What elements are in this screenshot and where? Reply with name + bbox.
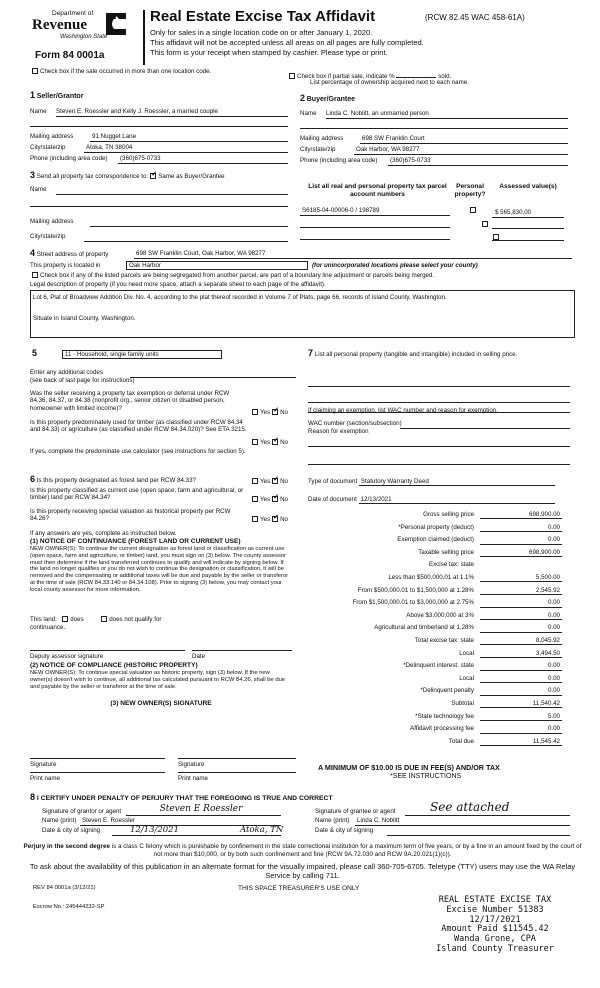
parcel-col-header: List all real and personal property tax parcel account numbers <box>308 183 447 198</box>
partial-sale-label: Check box if partial sale, indicate % <box>297 73 395 80</box>
personal-property-section <box>308 346 573 476</box>
legal-description-2: Situate in Island County, Washington. <box>33 315 136 323</box>
buyer-mail-label: Mailing address <box>300 135 344 142</box>
assessed-col-header: Assessed value(s) <box>499 183 557 190</box>
owner-signature-field-1[interactable] <box>30 758 165 759</box>
section-5-number: 5 <box>32 348 38 358</box>
stamp-line-1: REAL ESTATE EXCISE TAX <box>438 895 552 905</box>
continuance-text: NEW OWNER(S): To continue the current designation as forest land or classification as current use (open space, farm and agriculture, or timber) land, you must sign on (3) below. The county assessor must then determine if the land transferred continues to qualify and will indicate by signing below. If the land no longer qualifies or you do not wish to continue the designation or classification, it will be removed and the compensating or additional taxes will be due and payable by the seller or transferor at the time of sale (RCW 84.33.140 or 84.34.108). Prior to signing (3) below, you may contact your local county assessor for more information. <box>30 546 289 593</box>
multi-location-row <box>30 68 211 75</box>
seller-name-label: Name <box>30 108 47 115</box>
use-code-section <box>30 346 298 471</box>
certification-section <box>30 790 575 840</box>
grantor-city-signing[interactable]: Atoka, TN <box>240 825 284 835</box>
stamp-line-5: Wanda Grone, CPA <box>454 934 536 945</box>
fee-label: Total due <box>448 737 474 745</box>
escrow-number: Escrow No.: 245444232-SP <box>33 904 105 910</box>
grantee-date-field[interactable] <box>387 835 570 836</box>
fee-label: Local <box>459 649 474 657</box>
compliance-heading: (2) NOTICE OF COMPLIANCE (HISTORIC PROPERTY) <box>30 662 198 669</box>
grantee-name-field[interactable]: Linda C. Noblitt <box>357 817 400 824</box>
stamp-line-6: Island County Treasurer <box>436 943 554 954</box>
fee-label: *Personal property (deduct) <box>398 523 474 531</box>
section-2-number: 2 <box>300 93 306 103</box>
buyer-heading: Buyer/Grantee <box>306 96 355 103</box>
exemption-wac-note: If claiming an exemption, list WAC number and reason for exemption. <box>308 407 498 414</box>
fee-label: Subtotal <box>451 700 474 707</box>
owner-print-label-2: Print name <box>178 775 208 782</box>
fee-value[interactable]: 0.00 <box>480 524 562 532</box>
grantor-date-signing[interactable]: 12/13/2021 <box>130 825 179 835</box>
seller-mail-label: Mailing address <box>30 133 74 140</box>
q5a-no-checkbox[interactable] <box>272 409 278 415</box>
assessor-date-label: Date <box>192 653 206 660</box>
revenue-wordmark: Revenue <box>32 17 87 33</box>
header-note-3: This form is your receipt when stamped by cashier. Please type or print. <box>150 48 388 57</box>
buyer-city-field[interactable]: Oak Harbor, WA 98277 <box>356 146 420 153</box>
use-code-select[interactable]: 11 - Household, single family units <box>62 350 222 359</box>
same-as-buyer-label: Same as Buyer/Grantee <box>158 173 225 180</box>
seller-city-label: City/state/zip <box>30 144 66 151</box>
q6a-no-checkbox[interactable] <box>272 478 278 484</box>
header-note-1: Only for sales in a single location code on or after January 1, 2020. <box>150 28 373 37</box>
dept-of-label: Department of <box>52 10 94 17</box>
personal-col-header: Personal property? <box>454 183 486 198</box>
stamp-line-3: 12/17/2021 <box>469 914 521 925</box>
alt-format-notice: To ask about the availability of this publication in an alternate format for the visually impaired, please call 360-705-6705. Teletype (TTY) users may use the WA Relay Service by calling 711. <box>29 862 576 880</box>
predominate-use-note: If yes, complete the predominate use calculator (see instructions for section 5). <box>30 448 246 455</box>
wac-number-field[interactable] <box>400 428 570 429</box>
exemption-reason-label: Reason for exemption <box>308 428 369 435</box>
q6c-yes-label: Yes <box>260 516 271 523</box>
compliance-text: NEW OWNER(S): To continue special valuation as historic property, sign (3) below. If the new owner(s) doesn't wish to continue, all additional tax calculated pursuant to RCW 84.26, shall be due and payable by the seller or transferor at the time of sale. <box>30 670 286 690</box>
seller-mail-field[interactable]: 91 Nugget Lane <box>92 133 137 140</box>
form-number: Form 84 0001a <box>35 50 105 61</box>
street-field[interactable]: 698 SW Franklin Court, Oak Harbor, WA 98277 <box>136 250 266 257</box>
location-select[interactable]: Oak Harbor <box>126 261 308 270</box>
doc-date-row <box>308 496 555 504</box>
fee-value[interactable]: 3,494.50 <box>480 650 562 658</box>
owner-print-label-1: Print name <box>30 775 60 782</box>
if-any-yes-note: If any answers are yes, complete as instructed below. <box>30 530 177 537</box>
fee-label: From $500,000.01 to $1,500,000 at 1.28% <box>357 586 474 594</box>
fee-label: Excise tax: state <box>428 561 474 569</box>
q6c-no-label: No <box>280 516 289 523</box>
q6b-yes-label: Yes <box>260 496 271 503</box>
buyer-name-label: Name <box>300 110 317 117</box>
exemption-question: Was the seller receiving a property tax exemption or deferral under RCW 84.36, 84.37, or 84.38 (nonprofit org., senior citizen or disabled person, homeowner with limited income)? <box>30 390 230 412</box>
personal-property-checkbox-1[interactable] <box>470 207 476 213</box>
corr-mail-label: Mailing address <box>30 218 74 225</box>
state-label: Washington State <box>60 34 108 40</box>
certify-text: I CERTIFY UNDER PENALTY OF PERJURY THAT THE FOREGOING IS TRUE AND CORRECT <box>36 795 333 802</box>
new-owner-sig-heading: (3) NEW OWNER(S) SIGNATURE <box>110 700 212 707</box>
addl-codes-field[interactable] <box>130 377 296 378</box>
partial-sale-checkbox[interactable] <box>289 73 295 79</box>
q5a-yes-label: Yes <box>260 409 271 416</box>
legal-description-1: Lot 6, Plat of Broadview Addition Div. No. 4, according to the plat thereof recorded in Volume 7 of Plats, page 66, records of Island County, Washington. <box>33 294 447 301</box>
fee-value[interactable]: 0.00 <box>480 624 562 632</box>
owner-sig-label-2: Signature <box>178 761 205 768</box>
fee-value[interactable]: 0.00 <box>480 725 562 733</box>
assessor-sig-label: Deputy assessor signature <box>30 653 104 660</box>
header-note-2: This affidavit will not be accepted unless all areas on all pages are fully completed. <box>150 38 424 47</box>
q6c-no-checkbox[interactable] <box>272 516 278 522</box>
historic-question: Is this property receiving special valuation as historical property per RCW 84.26? <box>30 508 231 523</box>
agency-logo <box>30 10 140 50</box>
stamp-line-4: Amount Paid $11545.42 <box>441 924 549 935</box>
fee-label: *Delinquent interest: state <box>403 662 474 670</box>
property-section <box>30 248 575 340</box>
multi-location-label: Check box if the sale occurred in more than one location code. <box>40 68 212 75</box>
grantor-date-label: Date & city of signing <box>42 827 101 834</box>
section-7-number: 7 <box>308 348 314 358</box>
grantor-signature[interactable]: Steven E Roessler <box>159 804 243 814</box>
grantor-sig-label: Signature of grantor or agent <box>42 808 122 815</box>
grantee-sig-label: Signature of grantee or agent <box>315 808 396 815</box>
doc-date-label: Date of document <box>308 496 357 503</box>
addl-codes-label: Enter any additional codes <box>30 369 103 376</box>
seller-name-field[interactable]: Steven E. Roessler and Kelly J. Roessler, a married couple <box>56 108 218 115</box>
q6b-no-label: No <box>280 496 289 503</box>
corr-name-label: Name <box>30 186 47 193</box>
treasurer-use-label: THIS SPACE TREASURER'S USE ONLY <box>238 885 360 892</box>
owner-sig-label-1: Signature <box>30 761 57 768</box>
fee-label: Total excise tax: state <box>414 637 474 644</box>
personal-property-text: List all personal property (tangible and intangible) included in selling price. <box>314 351 518 358</box>
list-pct-note: List percentage of ownership acquired next to each name. <box>310 79 469 86</box>
q6c-yes-checkbox[interactable] <box>252 516 258 522</box>
fee-value[interactable]: 8,045.92 <box>480 637 562 645</box>
owner-print-field-2[interactable] <box>178 772 296 773</box>
does-label: does <box>70 616 84 623</box>
sold-label: sold. <box>438 73 452 80</box>
continuance-label: continuance. <box>30 624 66 631</box>
seller-phone-label: Phone (including area code) <box>30 155 108 162</box>
correspondence-section <box>30 170 295 245</box>
fee-label: Taxable selling price <box>418 548 474 556</box>
fee-label: Less than $500,000.01 at 1.1% <box>388 574 474 581</box>
fee-label: Exemption claimed (deduct) <box>397 536 474 544</box>
doc-type-label: Type of document <box>308 478 358 485</box>
grantor-name-label: Name (print) <box>42 817 77 824</box>
fee-value[interactable]: 0.00 <box>480 687 562 695</box>
assessed-value[interactable]: $ 565,830.00 <box>495 209 532 216</box>
q5b-yes-label: Yes <box>260 439 271 446</box>
fee-label: *State technology fee <box>415 712 474 720</box>
buyer-phone-label: Phone (including area code) <box>300 157 378 164</box>
owner-signature-field-2[interactable] <box>178 758 296 759</box>
buyer-mail-field[interactable]: 698 SW Franklin Court <box>362 135 425 142</box>
parcel-number[interactable]: S6185-04-00006-0 / 198789 <box>302 207 380 214</box>
seller-heading: Seller/Grantor <box>36 93 84 100</box>
buyer-name-field[interactable]: Linda C. Noblitt, an unmarried person <box>326 110 429 117</box>
does-not-checkbox[interactable] <box>101 616 107 622</box>
fee-value[interactable]: 5,500.00 <box>480 574 562 582</box>
segregated-label: Check box if any of the listed parcels are being segregated from another parcel, are part of a boundary line adjustment or parcels being merged. <box>40 272 435 279</box>
q5b-no-checkbox[interactable] <box>272 439 278 445</box>
revision-label: REV 84 0001a (3/12/21) <box>33 885 96 891</box>
q5a-no-label: No <box>280 409 289 416</box>
section-8-number: 8 <box>30 792 36 802</box>
section-4-number: 4 <box>30 248 36 258</box>
buyer-section <box>300 88 570 168</box>
fee-value[interactable]: 698,900.00 <box>480 549 562 557</box>
doc-type-field[interactable]: Statutory Warranty Deed <box>359 478 555 486</box>
forest-question: Is this property designated as forest land per RCW 84.33? <box>36 477 196 484</box>
grantee-name-label: Name (print) <box>315 817 350 824</box>
does-not-label: does not qualify for <box>109 616 162 623</box>
legal-description-box[interactable] <box>30 290 575 338</box>
fee-label: Local <box>459 674 474 682</box>
does-checkbox[interactable] <box>62 616 68 622</box>
grantor-name-field[interactable]: Steven E. Roessler <box>82 817 135 824</box>
this-land-label: This land: <box>30 616 57 623</box>
forest-section <box>30 474 298 774</box>
seller-phone-field[interactable]: (360)675-0733 <box>120 155 161 162</box>
addl-codes-note: (see back of last page for instructions) <box>30 377 135 384</box>
located-label: This property is located in <box>30 262 101 269</box>
seller-city-field[interactable]: Atoka, TN 38004 <box>86 144 133 151</box>
fee-value[interactable]: 698,900.00 <box>480 511 562 519</box>
timber-question: Is this property predominately used for timber (as classified under RCW 84.34 and 84.33) or agriculture (as classified under RCW 84.34.020)? See ETA 3215. <box>30 419 247 434</box>
q6b-yes-checkbox[interactable] <box>252 496 258 502</box>
statute-ref: (RCW 82.45 WAC 458-61A) <box>425 13 525 22</box>
same-as-buyer-checkbox[interactable] <box>150 173 156 179</box>
located-note: (for unincorporated locations please select your county) <box>312 262 478 269</box>
exemption-reason-field[interactable] <box>308 446 570 447</box>
section-1-number: 1 <box>30 90 36 100</box>
doc-type-row <box>308 478 555 486</box>
buyer-phone-field[interactable]: (360)675-0733 <box>390 157 431 164</box>
street-label: Street address of property <box>36 251 109 258</box>
current-use-question: Is this property classified as current use (open space, farm and agricultural, or timber) land per RCW 84.34? <box>30 487 244 502</box>
fee-value[interactable]: 0.00 <box>480 612 562 620</box>
fee-label: Affidavit processing fee <box>410 725 474 733</box>
seller-section <box>30 88 290 168</box>
perjury-bold: Perjury in the second degree <box>23 843 110 850</box>
multi-location-checkbox[interactable] <box>32 68 38 74</box>
stamp-line-2: Excise Number 51383 <box>446 904 544 915</box>
fee-label: Agricultural and timberland at 1.28% <box>374 624 474 632</box>
buyer-city-label: City/state/zip <box>300 146 336 153</box>
personal-property-checkbox-2[interactable] <box>482 221 488 227</box>
partial-pct-input[interactable] <box>396 70 436 78</box>
fee-value[interactable]: 11,540.42 <box>480 700 562 708</box>
q5b-yes-checkbox[interactable] <box>252 439 258 445</box>
segregated-checkbox[interactable] <box>32 272 38 278</box>
section-6-number: 6 <box>30 474 36 484</box>
grantee-date-label: Date & city of signing <box>315 827 374 834</box>
doc-date-field[interactable]: 12/13/2021 <box>359 496 555 504</box>
grantee-signature[interactable]: See attached <box>430 800 510 814</box>
wac-number-label: WAC number (section/subsection) <box>308 420 402 427</box>
q6a-no-label: No <box>280 478 289 485</box>
corr-city-field[interactable] <box>84 241 288 242</box>
page-title: Real Estate Excise Tax Affidavit <box>150 8 376 25</box>
minimum-fee-note: A MINIMUM OF $10.00 IS DUE IN FEE(S) AND/OR TAX <box>318 763 500 772</box>
fee-table <box>300 510 590 760</box>
parcel-table <box>300 183 570 245</box>
legal-label: Legal description of property (if you need more space, attach a separate sheet to each page of the affidavit). <box>30 281 326 288</box>
fee-label: Gross selling price <box>423 511 474 518</box>
fee-value[interactable]: 0.00 <box>480 536 562 544</box>
q5b-no-label: No <box>280 439 289 446</box>
perjury-text: is a class C felony which is punishable by confinement in the state correctional institution for a maximum term of five years, or by a fine in an amount fixed by the court of not more than $10,000, or by both such confinement and fine (RCW 9A.72.030 and RCW 9A.20.021(1)(c)). <box>111 843 582 858</box>
fee-value[interactable]: 0.00 <box>480 599 562 607</box>
fee-label: From $1,500,000.01 to $3,000,000 at 2.75% <box>352 599 474 607</box>
fee-value[interactable]: 2,545.92 <box>480 587 562 595</box>
q6a-yes-label: Yes <box>260 478 271 485</box>
correspondence-text: Send all property tax correspondence to: <box>36 173 149 180</box>
fee-value[interactable]: 11,545.42 <box>480 738 562 746</box>
owner-print-field-1[interactable] <box>30 772 165 773</box>
q6b-no-checkbox[interactable] <box>272 496 278 502</box>
fee-label: Above $3,000,000 at 3% <box>406 611 474 619</box>
fee-label: *Delinquent penalty <box>420 687 474 695</box>
assessor-signature-field[interactable] <box>30 650 185 651</box>
treasurer-stamp <box>400 896 590 955</box>
corr-city-label: City/state/zip <box>30 233 66 240</box>
continuance-heading: (1) NOTICE OF CONTINUANCE (FOREST LAND OR CURRENT USE) <box>30 538 241 545</box>
assessor-date-field[interactable] <box>192 650 292 651</box>
perjury-notice <box>20 843 585 858</box>
header-divider <box>143 10 145 65</box>
fee-value[interactable]: 0.00 <box>480 675 562 683</box>
q5a-yes-checkbox[interactable] <box>252 409 258 415</box>
fee-value[interactable]: 5.00 <box>480 713 562 721</box>
fee-value[interactable]: 0.00 <box>480 662 562 670</box>
section-3-number: 3 <box>30 170 36 180</box>
q6a-yes-checkbox[interactable] <box>252 478 258 484</box>
see-instructions-note: *SEE INSTRUCTIONS <box>390 773 462 780</box>
corr-mail-field[interactable] <box>90 226 288 227</box>
corr-name-field[interactable] <box>56 194 288 195</box>
